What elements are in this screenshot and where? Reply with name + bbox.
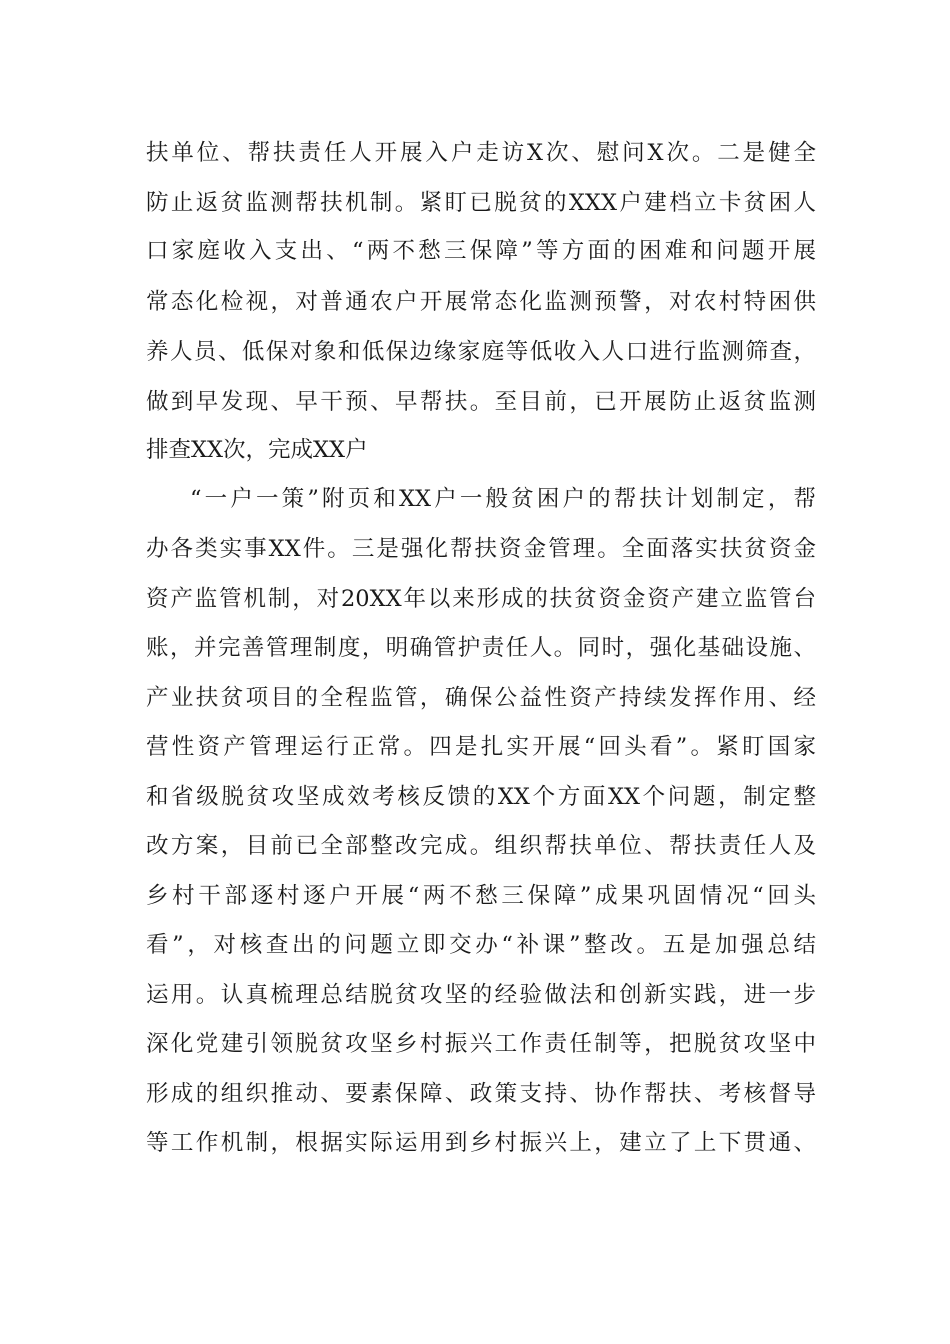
text-line-14: 和省级脱贫攻坚成效考核反馈的XX个方面XX个问题，制定整	[146, 784, 816, 810]
text-line-11: 账，并完善管理制度，明确管护责任人。同时，强化基础设施、	[146, 635, 816, 661]
text-line-20: 形成的组织推动、要素保障、政策支持、协作帮扶、考核督导	[146, 1081, 816, 1107]
text-line-6: 做到早发现、早干预、早帮扶。至目前，已开展防止返贫监测	[146, 389, 816, 415]
text-line-16: 乡村干部逐村逐户开展“两不愁三保障”成果巩固情况“回头	[146, 883, 816, 909]
text-line-5: 养人员、低保对象和低保边缘家庭等低收入人口进行监测筛查，	[146, 339, 816, 365]
text-line-13: 营性资产管理运行正常。四是扎实开展“回头看”。紧盯国家	[146, 734, 816, 760]
text-line-3: 口家庭收入支出、“两不愁三保障”等方面的困难和问题开展	[146, 238, 816, 264]
text-line-8: “一户一策”附页和XX户一般贫困户的帮扶计划制定，帮	[190, 486, 816, 512]
text-line-1: 扶单位、帮扶责任人开展入户走访X次、慰问X次。二是健全	[146, 140, 816, 166]
text-line-2: 防止返贫监测帮扶机制。紧盯已脱贫的XXX户建档立卡贫困人	[146, 190, 816, 216]
text-line-19: 深化党建引领脱贫攻坚乡村振兴工作责任制等，把脱贫攻坚中	[146, 1031, 816, 1057]
text-line-10: 资产监管机制，对20XX年以来形成的扶贫资金资产建立监管台	[146, 586, 816, 612]
text-line-21: 等工作机制，根据实际运用到乡村振兴上，建立了上下贯通、	[146, 1130, 816, 1156]
text-line-7: 排查XX次，完成XX户	[146, 437, 368, 463]
text-line-18: 运用。认真梳理总结脱贫攻坚的经验做法和创新实践，进一步	[146, 982, 816, 1008]
text-line-15: 改方案，目前已全部整改完成。组织帮扶单位、帮扶责任人及	[146, 833, 816, 859]
text-line-9: 办各类实事XX件。三是强化帮扶资金管理。全面落实扶贫资金	[146, 536, 816, 562]
text-line-12: 产业扶贫项目的全程监管，确保公益性资产持续发挥作用、经	[146, 685, 816, 711]
text-line-17: 看”，对核查出的问题立即交办“补课”整改。五是加强总结	[146, 932, 816, 958]
text-line-4: 常态化检视，对普通农户开展常态化监测预警，对农村特困供	[146, 289, 816, 315]
